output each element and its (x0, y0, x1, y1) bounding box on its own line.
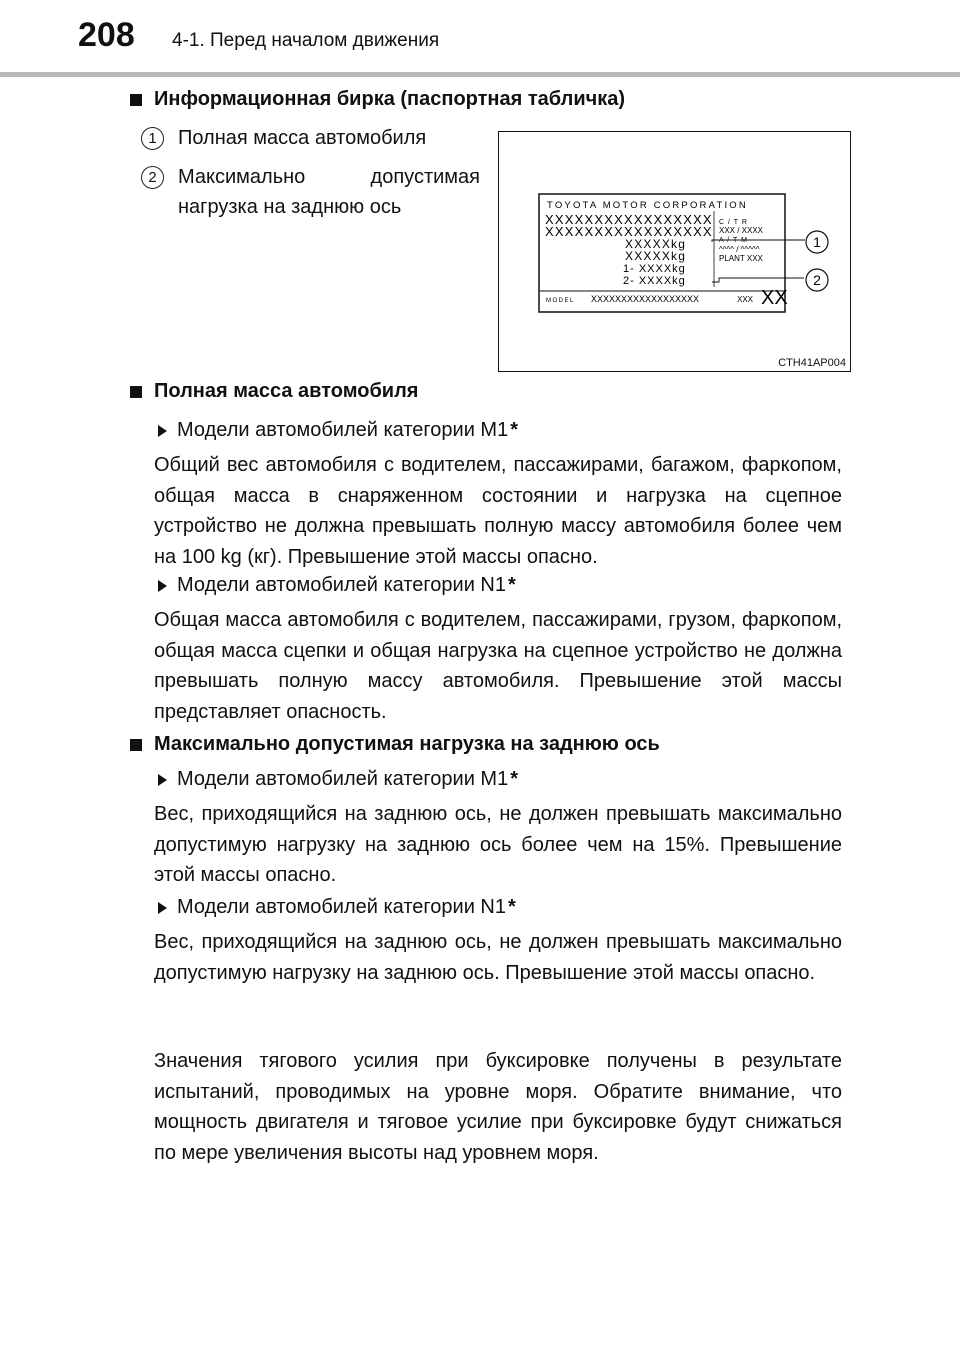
heading-text: Полная масса автомобиля (154, 380, 419, 402)
plate-ctr-value: XXX / XXXX (719, 226, 764, 235)
paragraph-n1-axle: Вес, приходящийся на заднюю ось, не должен превышать максимально допустимую нагрузку на заднюю ось. Превышение этой массы опасно. (154, 931, 842, 984)
plate-model-value: XXXXXXXXXXXXXXXXXX (591, 294, 700, 304)
square-bullet-icon (130, 386, 142, 398)
subheading-label: Модели автомобилей категории M1 (177, 419, 509, 441)
subheading-m1 (158, 768, 518, 791)
page-number: 208 (78, 16, 135, 54)
square-bullet-icon (130, 739, 142, 751)
plate-atm-label: A / T M (719, 237, 748, 244)
plate-model-label: MODEL (546, 298, 575, 304)
subheading-n1 (158, 574, 516, 597)
callout-number-1: 1 (813, 234, 821, 250)
plate-big-code: XX (761, 287, 788, 309)
callout-number-2: 2 (813, 272, 821, 288)
subheading-m1 (158, 419, 518, 442)
plate-company: TOYOTA MOTOR CORPORATION (547, 200, 748, 211)
subheading-label: Модели автомобилей категории M1 (177, 768, 509, 790)
paragraph-m1-gross: Общий вес автомобиля с водителем, пассажирами, багажом, фаркопом, общая масса в снаряженном состоянии и нагрузка на сцепное устройство не должна превышать полную массу автомобиля более чем на 100 kg (кг). Превышение этой массы опасно. (154, 454, 842, 568)
triangle-bullet-icon (158, 425, 167, 437)
plate-atm-value: ^^^^ / ^^^^^ (719, 245, 760, 254)
plate-weight-2: XXXXXkg (625, 249, 687, 263)
header-divider (0, 72, 960, 77)
paragraph-altitude-note: Значения тягового усилия при буксировке получены в результате испытаний, проводимых на уровне моря. Обратите внимание, что мощность двигателя и тяговое усилие при буксировке будут снижаться по мере увеличения высоты над уровнем моря. (154, 1050, 842, 1164)
footnote-star: * (510, 419, 518, 441)
triangle-bullet-icon (158, 580, 167, 592)
legend-text-1: Полная масса автомобиля (178, 127, 427, 149)
triangle-bullet-icon (158, 902, 167, 914)
section-title: 4-1. Перед началом движения (172, 30, 440, 51)
paragraph-n1-gross: Общая масса автомобиля с водителем, пассажирами, грузом, фаркопом, общая масса сцепки и общая нагрузка на сцепное устройство не должна превышать полную массу автомобиля. Превышение этой массы представляет опасность. (154, 609, 842, 723)
heading-text: Максимально допустимая нагрузка на заднюю ось (154, 733, 660, 755)
heading-gross-mass (130, 380, 418, 403)
footnote-star: * (510, 768, 518, 790)
legend-text-2: Максимально допустимая нагрузка на заднюю ось (178, 166, 480, 218)
plate-model-code: XXX (737, 295, 754, 304)
plate-axle-1: 1- XXXXkg (623, 263, 686, 275)
callout-line-2 (712, 278, 804, 282)
footnote-star: * (507, 574, 516, 596)
heading-rear-axle (130, 733, 660, 756)
plate-weight-1: XXXXXkg (625, 237, 687, 251)
figure-code: CTH41AP004 (778, 357, 846, 369)
triangle-bullet-icon (158, 774, 167, 786)
subheading-label: Модели автомобилей категории N1 (177, 896, 506, 918)
plate-plant: PLANT XXX (719, 254, 763, 263)
legend-number-1: 1 (141, 127, 164, 150)
paragraph-m1-axle: Вес, приходящийся на заднюю ось, не должен превышать максимально допустимую нагрузку на заднюю ось более чем на 15%. Превышение этой массы опасно. (154, 803, 842, 886)
square-bullet-icon (130, 94, 142, 106)
heading-info-label (130, 88, 625, 111)
subheading-n1 (158, 896, 516, 919)
footnote-star: * (507, 896, 516, 918)
subheading-label: Модели автомобилей категории N1 (177, 574, 506, 596)
plate-illustration (499, 132, 849, 370)
legend-number-2: 2 (141, 166, 164, 189)
plate-vin-2: XXXXXXXXXXXXXXXXX (545, 224, 713, 239)
plate-vin-1: XXXXXXXXXXXXXXXXX (545, 212, 713, 227)
heading-text: Информационная бирка (паспортная табличка) (154, 88, 626, 110)
plate-axle-2: 2- XXXXkg (623, 275, 686, 287)
plate-ctr-label: C / T R (719, 219, 748, 226)
vehicle-plate-figure (498, 131, 851, 372)
